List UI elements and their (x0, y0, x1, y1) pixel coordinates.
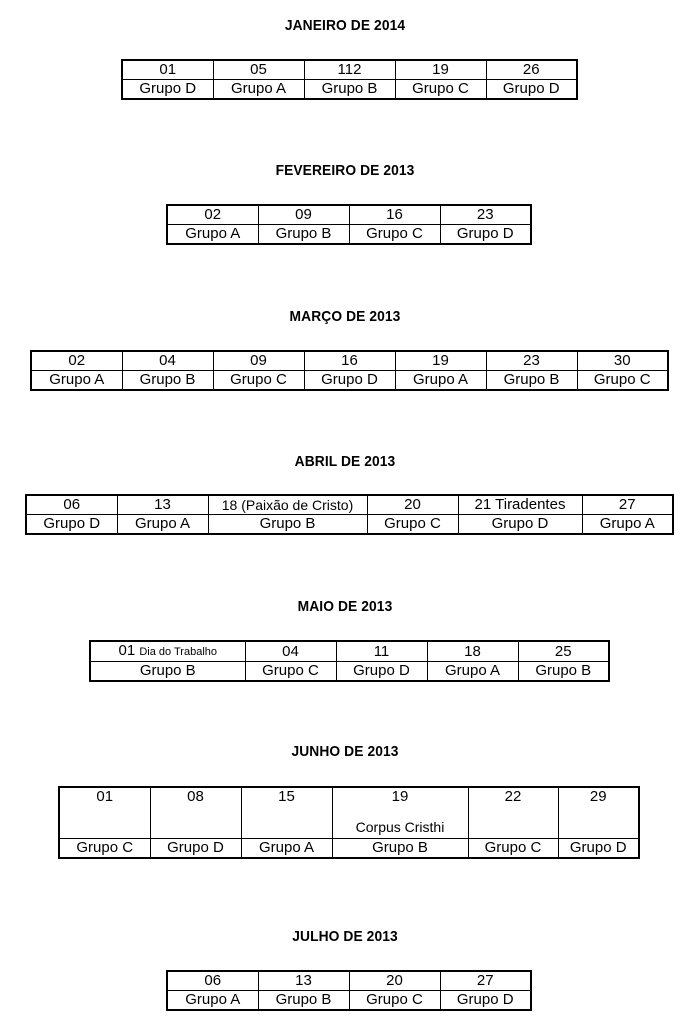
day-cell-holiday (332, 787, 468, 839)
group-cell: Grupo C (367, 515, 458, 535)
month-title-junho: JUNHO DE 2013 (291, 743, 399, 760)
month-title-abril: ABRIL DE 2013 (294, 453, 396, 470)
day-cell-holiday: 21 Tiradentes (458, 495, 582, 515)
group-cell: Grupo D (458, 515, 582, 535)
day-cell: 29 (558, 787, 639, 839)
day-cell-holiday (90, 641, 245, 662)
day-cell: 09 (213, 351, 304, 371)
group-cell: Grupo C (349, 225, 440, 245)
group-cell: Grupo A (167, 991, 258, 1011)
group-cell: Grupo B (258, 991, 349, 1011)
day-cell: 06 (167, 971, 258, 991)
month-title-janeiro: JANEIRO DE 2014 (284, 17, 406, 34)
group-cell: Grupo A (31, 371, 122, 391)
group-cell: Grupo C (245, 662, 336, 682)
group-cell: Grupo B (208, 515, 367, 535)
group-cell: Grupo D (486, 80, 577, 100)
group-cell: Grupo A (427, 662, 518, 682)
day-cell: 112 (304, 60, 395, 80)
group-cell: Grupo B (122, 371, 213, 391)
day-cell: 06 (26, 495, 117, 515)
day-cell: 16 (349, 205, 440, 225)
day-cell: 19 (395, 60, 486, 80)
day-cell: 23 (440, 205, 531, 225)
day-cell: 01 (122, 60, 213, 80)
day-cell: 30 (577, 351, 668, 371)
group-cell: Grupo B (518, 662, 609, 682)
month-title-maio: MAIO DE 2013 (297, 598, 393, 615)
schedule-table-marco (30, 350, 669, 391)
schedule-table-janeiro (121, 59, 578, 100)
day-cell: 26 (486, 60, 577, 80)
group-cell: Grupo B (332, 839, 468, 859)
group-cell: Grupo A (167, 225, 258, 245)
month-title-fevereiro: FEVEREIRO DE 2013 (275, 162, 415, 179)
day-cell: 20 (367, 495, 458, 515)
day-cell: 01 (59, 787, 150, 839)
schedule-table-abril (25, 494, 674, 535)
group-cell: Grupo C (213, 371, 304, 391)
group-cell: Grupo D (336, 662, 427, 682)
day-cell: 13 (258, 971, 349, 991)
group-cell: Grupo A (241, 839, 332, 859)
day-cell: 04 (122, 351, 213, 371)
group-cell: Grupo C (59, 839, 150, 859)
group-cell: Grupo D (122, 80, 213, 100)
month-title-marco: MARÇO DE 2013 (289, 308, 401, 325)
group-cell: Grupo A (213, 80, 304, 100)
day-cell: 08 (150, 787, 241, 839)
group-cell: Grupo D (440, 225, 531, 245)
day-cell: 15 (241, 787, 332, 839)
day-cell-holiday: 18 (Paixão de Cristo) (208, 495, 367, 515)
day-cell: 20 (349, 971, 440, 991)
group-cell: Grupo D (150, 839, 241, 859)
holiday-note: Dia do Trabalho (139, 646, 218, 658)
day-cell: 13 (117, 495, 208, 515)
day-cell: 22 (468, 787, 558, 839)
schedule-table-junho (58, 786, 640, 859)
day-cell: 25 (518, 641, 609, 662)
group-cell: Grupo D (26, 515, 117, 535)
day-cell: 18 (427, 641, 518, 662)
day-cell: 02 (167, 205, 258, 225)
day-number: 19 (391, 788, 409, 805)
day-number: 01 (118, 642, 136, 659)
group-cell: Grupo C (349, 991, 440, 1011)
day-cell: 02 (31, 351, 122, 371)
day-cell: 05 (213, 60, 304, 80)
schedule-table-julho (166, 970, 532, 1011)
group-cell: Grupo D (558, 839, 639, 859)
schedule-table-fevereiro (166, 204, 532, 245)
group-cell: Grupo C (468, 839, 558, 859)
group-cell: Grupo A (395, 371, 486, 391)
holiday-note: Corpus Cristhi (355, 819, 445, 835)
day-cell: 27 (440, 971, 531, 991)
day-cell: 09 (258, 205, 349, 225)
group-cell: Grupo D (440, 991, 531, 1011)
group-cell: Grupo A (582, 515, 673, 535)
group-cell: Grupo D (304, 371, 395, 391)
group-cell: Grupo A (117, 515, 208, 535)
day-cell: 11 (336, 641, 427, 662)
group-cell: Grupo B (90, 662, 245, 682)
group-cell: Grupo B (304, 80, 395, 100)
group-cell: Grupo B (486, 371, 577, 391)
day-cell: 23 (486, 351, 577, 371)
day-cell: 27 (582, 495, 673, 515)
group-cell: Grupo C (395, 80, 486, 100)
month-title-julho: JULHO DE 2013 (292, 928, 398, 945)
group-cell: Grupo C (577, 371, 668, 391)
schedule-table-maio (89, 640, 610, 682)
day-cell: 04 (245, 641, 336, 662)
day-cell: 19 (395, 351, 486, 371)
day-cell: 16 (304, 351, 395, 371)
group-cell: Grupo B (258, 225, 349, 245)
